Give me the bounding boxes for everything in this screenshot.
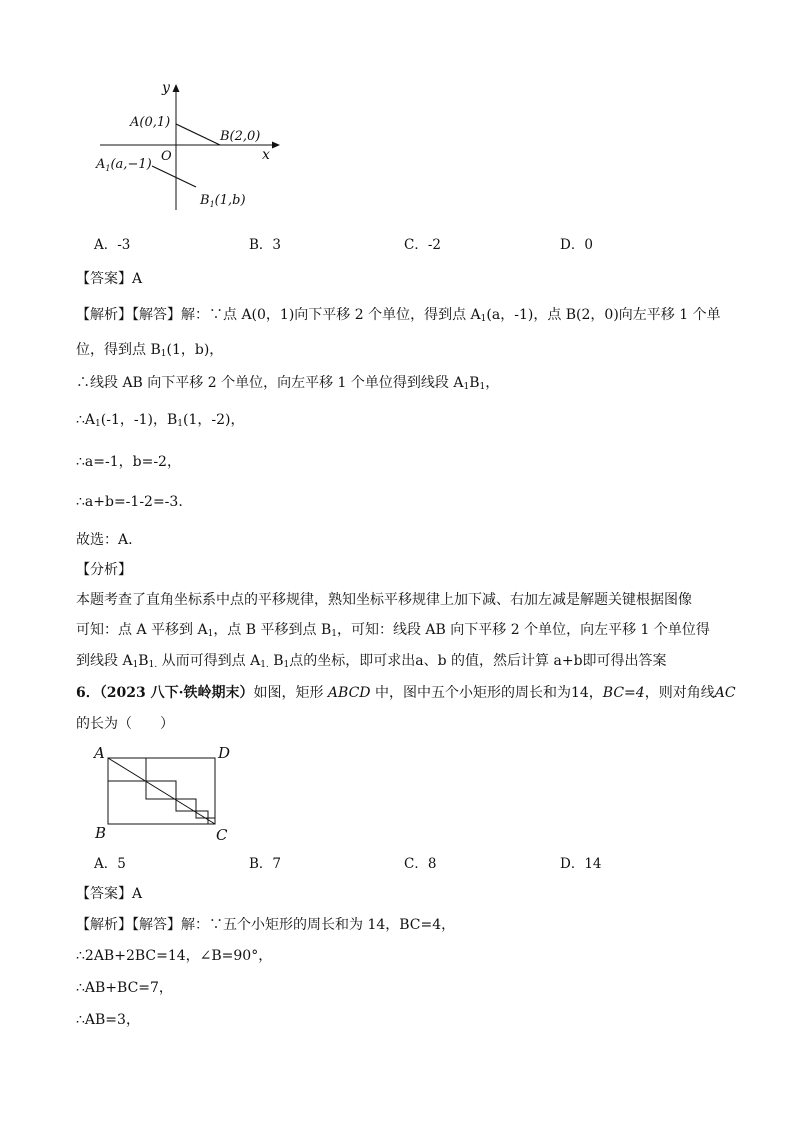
q6-explanation-line: ∴AB+BC=7， (76, 980, 173, 996)
point-b-label: B(2,0) (220, 129, 261, 144)
rectangle-figure (90, 740, 240, 845)
q5-explanation-line: 故选：A. (76, 532, 133, 548)
x-axis-label: x (262, 147, 270, 163)
point-a1-label: $A_1(a,-1)$ (96, 157, 152, 173)
option-a: A．5 (94, 856, 126, 872)
q6-explanation-line: ∴2AB+2BC=14，∠B=90°， (76, 948, 273, 964)
option-d: D．0 (560, 237, 593, 253)
q5-explanation-line: 【解析】【解答】解：∵点 A(0，1)向下平移 2 个单位，得到点 $A_1(a$，-1)，点 B(2，0)向左平移 1 个单 (76, 307, 721, 324)
q5-explanation-line: 位，得到点 $B_1(1$，b)， (76, 342, 224, 359)
option-b: B．3 (249, 237, 282, 253)
option-b: B．7 (249, 856, 282, 872)
q5-explanation-line: ∴a=-1，b=-2， (76, 454, 181, 470)
option-a: A．-3 (94, 237, 131, 253)
y-axis-label: y (162, 80, 170, 96)
q5-answer: 【答案】A (76, 271, 143, 287)
q6-stem: 6．（2023 八下·铁岭期末）如图，矩形 ABCD 中，图中五个小矩形的周长和为14，BC=4，则对角线AC (76, 685, 736, 701)
option-d: D．14 (560, 856, 602, 872)
vertex-a-label: A (94, 744, 105, 762)
point-b1-label: $B_1(1,b)$ (200, 193, 246, 209)
q5-analysis-title: 【分析】 (76, 562, 132, 578)
q5-analysis-line: 本题考查了直角坐标系中点的平移规律，熟知坐标平移规律上加下减、右加左减是解题关键根据图像 (76, 592, 692, 608)
vertex-d-label: D (218, 744, 231, 762)
point-a-label: A(0,1) (130, 115, 171, 130)
vertex-c-label: C (216, 826, 228, 844)
q5-explanation-line: $\therefore A_1(-1$，-1)，$B_1(1$，-2)， (76, 412, 245, 429)
coordinate-figure (90, 80, 290, 215)
option-c: C．8 (404, 856, 437, 872)
q5-analysis-line: 可知：点 A 平移到 $A_1$，点 B 平移到点 $B_1$，可知：线段 AB 向下平移 2 个单位，向左平移 1 个单位得 (76, 622, 710, 639)
q6-stem-line2: 的长为（ ） (76, 716, 174, 732)
option-c: C．-2 (404, 237, 441, 253)
q6-explanation-line: 【解析】【解答】解：∵五个小矩形的周长和为 14，BC=4， (76, 917, 456, 933)
q6-answer: 【答案】A (76, 886, 143, 902)
vertex-b-label: B (95, 824, 107, 842)
q5-explanation-line: ∴a+b=-1-2=-3. (76, 494, 183, 510)
q5-analysis-line: 到线段 $A_1B_{1.}$ 从而可得到点 $A_{1.}$ $B_1$点的坐标，即可求出a、b 的值，然后计算 a+b即可得出答案 (76, 653, 667, 670)
q6-explanation-line: ∴AB=3， (76, 1012, 140, 1028)
q5-explanation-line: ∴线段 AB 向下平移 2 个单位，向左平移 1 个单位得到线段 $A_1B_1$， (76, 375, 500, 392)
origin-label: O (161, 149, 172, 164)
